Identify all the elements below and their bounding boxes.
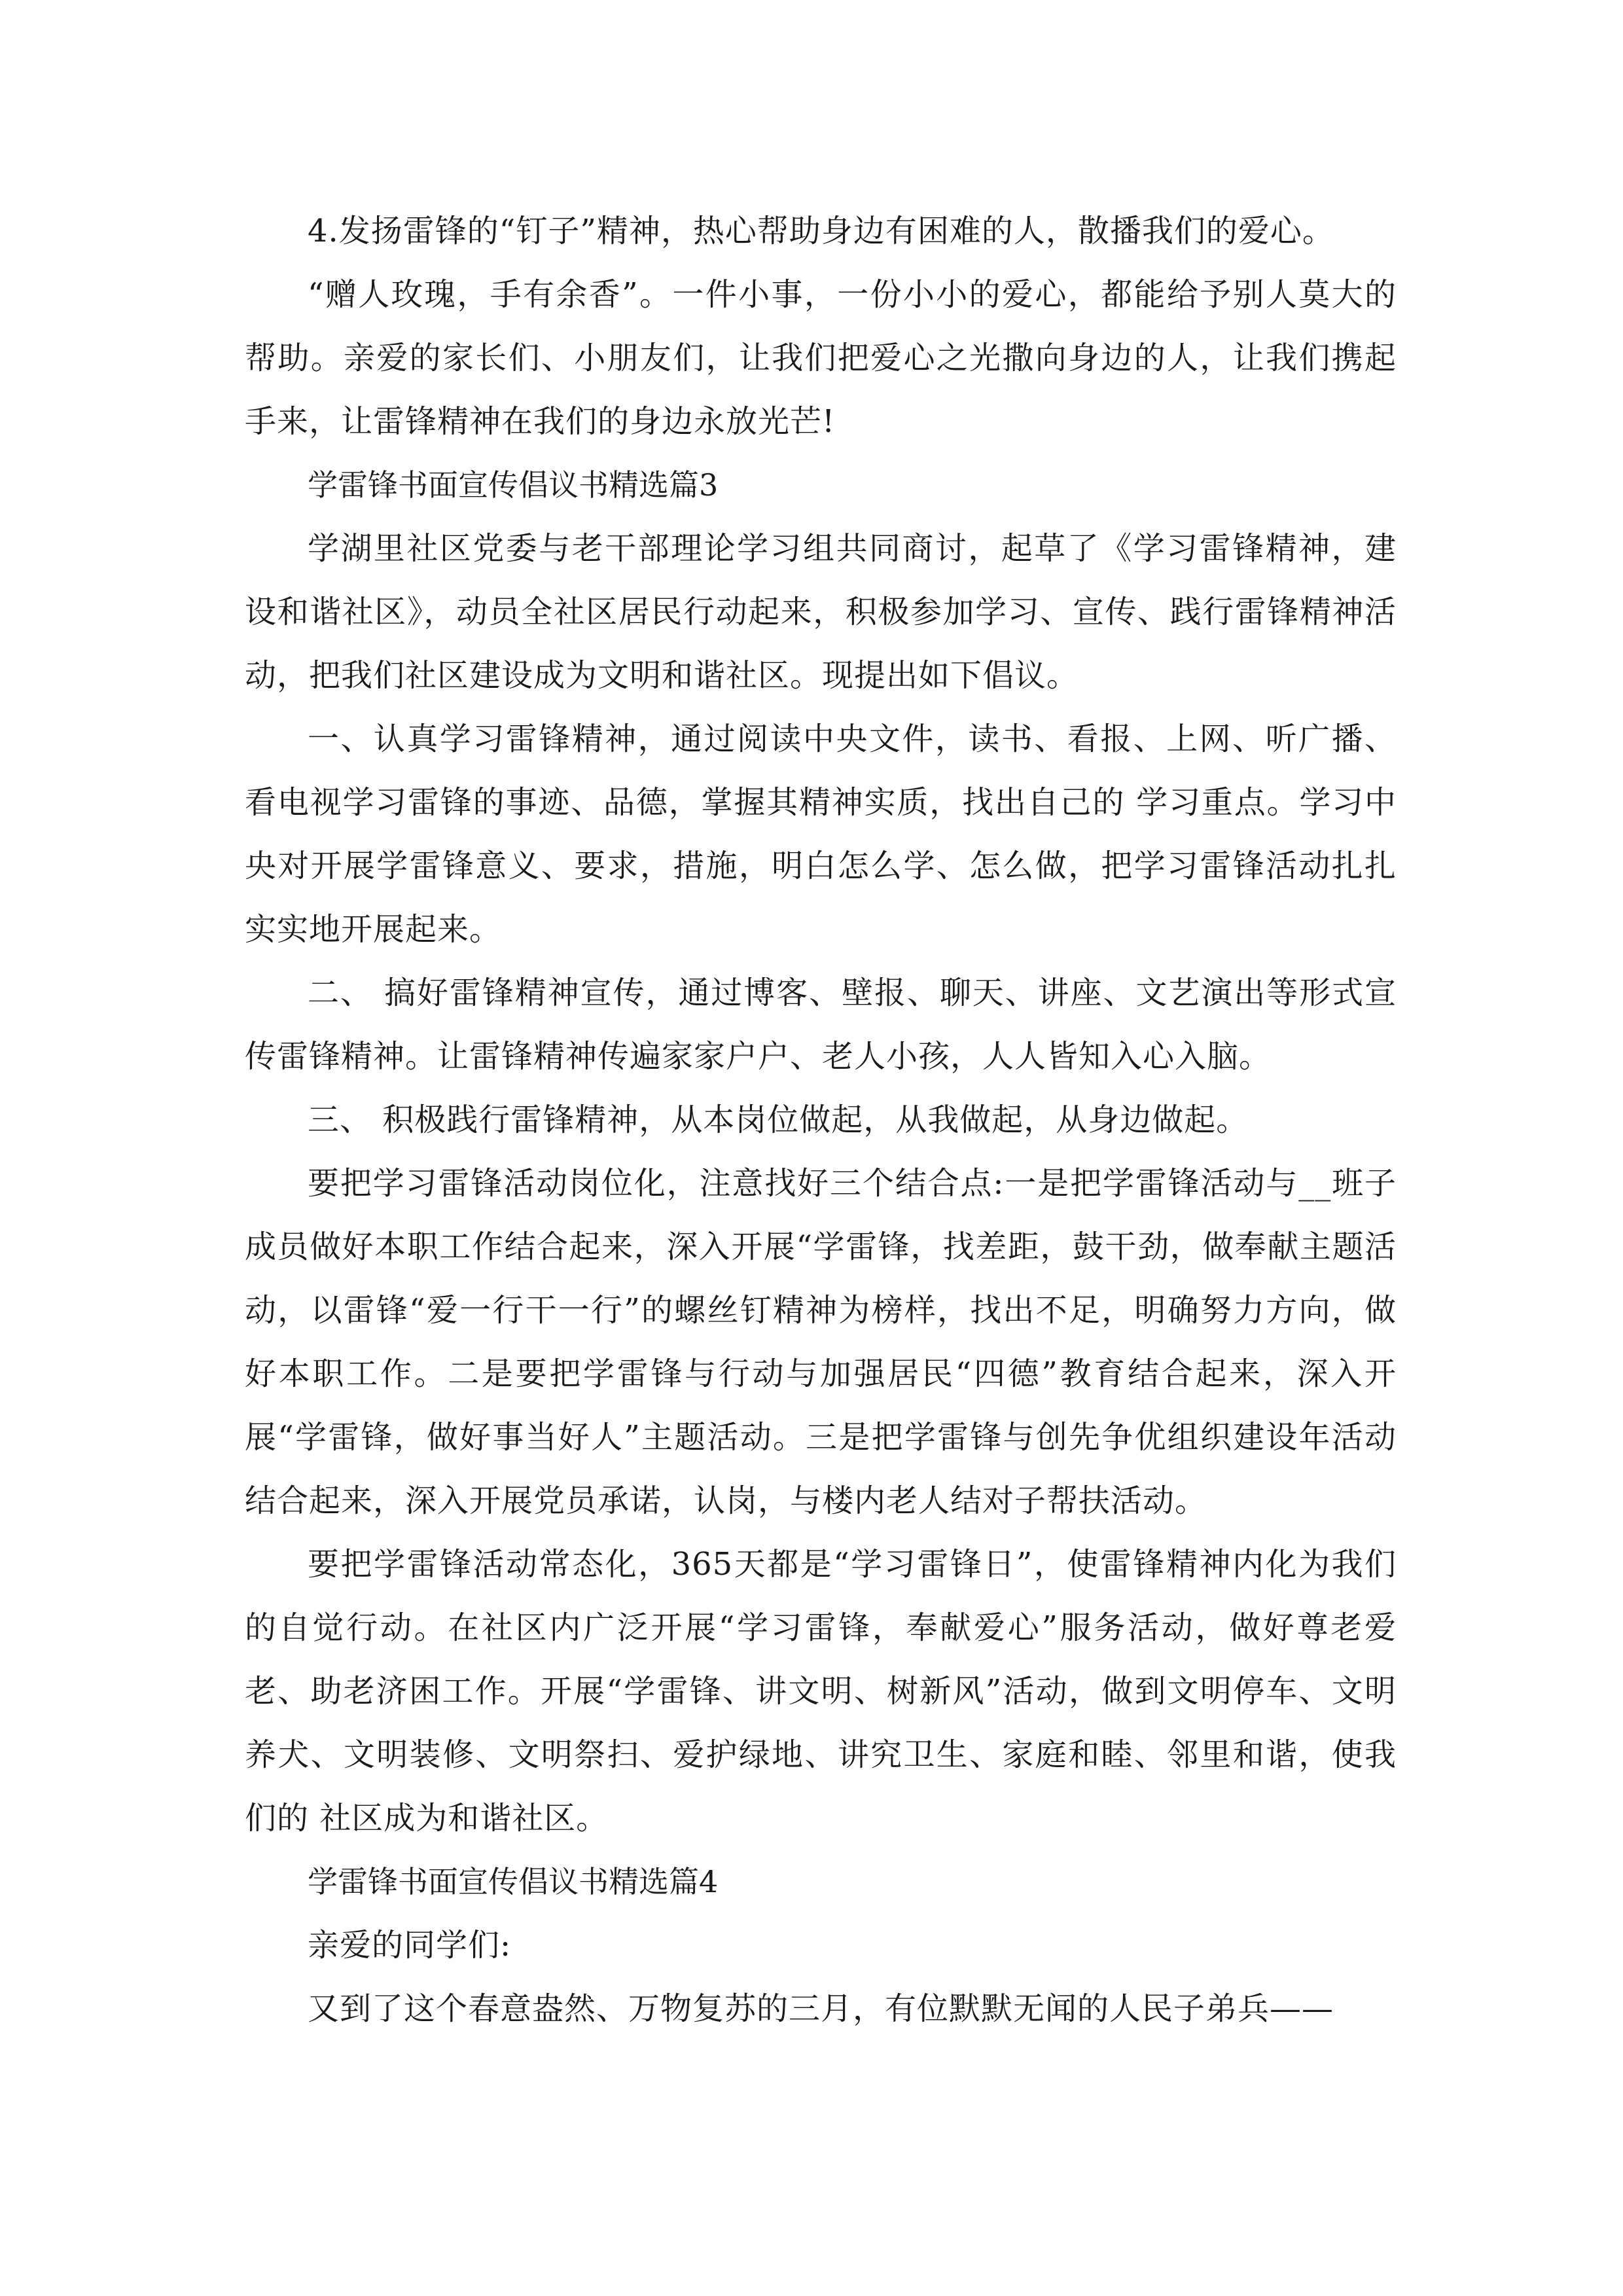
paragraph-roses-quote: “赠人玫瑰，手有余香”。一件小事，一份小小的爱心，都能给予别人莫大的帮助。亲爱的家长们、小朋友们，让我们把爱心之光撒向身边的人，让我们携起手来，让雷锋精神在我们的身边永放光芒! [245,276,1397,440]
paragraph-salutation: 亲爱的同学们: [308,1927,512,1964]
paragraph-item-three: 三、 积极践行雷锋精神，从本岗位做起，从我做起，从身边做起。 [308,1102,1249,1138]
section-heading-3: 学雷锋书面宣传倡议书精选篇3 [308,467,719,503]
paragraph-march-intro: 又到了这个春意盎然、万物复苏的三月，有位默默无闻的人民子弟兵—— [308,1990,1334,2027]
paragraph-item-two: 二、 搞好雷锋精神宣传，通过博客、壁报、聊天、讲座、文艺演出等形式宣传雷锋精神。让雷锋精神传遍家家户户、老人小孩，人人皆知入心入脑。 [245,975,1397,1075]
paragraph-point-4: 4.发扬雷锋的“钉子”精神，热心帮助身边有困难的人，散播我们的爱心。 [308,213,1334,249]
paragraph-community-intro: 学湖里社区党委与老干部理论学习组共同商讨，起草了《学习雷锋精神，建设和谐社区》，动员全社区居民行动起来，积极参加学习、宣传、践行雷锋精神活动，把我们社区建设成为文明和谐社区。现提出如下倡议。 [245,530,1397,694]
paragraph-normalized: 要把学雷锋活动常态化，365天都是“学习雷锋日”，使雷锋精神内化为我们的自觉行动。在社区内广泛开展“学习雷锋，奉献爱心”服务活动，做好尊老爱老、助老济困工作。开展“学雷锋、讲文明、树新风”活动，做到文明停车、文明养犬、文明装修、文明祭扫、爱护绿地、讲究卫生、家庭和睦、邻里和谐，使我们的 社区成为和谐社区。 [245,1546,1397,1837]
paragraph-item-one: 一、认真学习雷锋精神，通过阅读中央文件，读书、看报、上网、听广播、看电视学习雷锋的事迹、品德，掌握其精神实质，找出自己的 学习重点。学习中央对开展学雷锋意义、要求，措施，明白怎么学、怎么做，把学习雷锋活动扎扎实实地开展起来。 [245,721,1397,948]
section-heading-4: 学雷锋书面宣传倡议书精选篇4 [308,1864,719,1899]
paragraph-post-based: 要把学习雷锋活动岗位化，注意找好三个结合点:一是把学雷锋活动与__班子成员做好本职工作结合起来，深入开展“学雷锋，找差距，鼓干劲，做奉献主题活动，以雷锋“爱一行干一行”的螺丝钉精神为榜样，找出不足，明确努力方向，做好本职工作。二是要把学雷锋与行动与加强居民“四德”教育结合起来，深入开展“学雷锋，做好事当好人”主题活动。三是把学雷锋与创先争优组织建设年活动结合起来，深入开展党员承诺，认岗，与楼内老人结对子帮扶活动。 [245,1165,1397,1519]
document-body [245,200,1397,2041]
